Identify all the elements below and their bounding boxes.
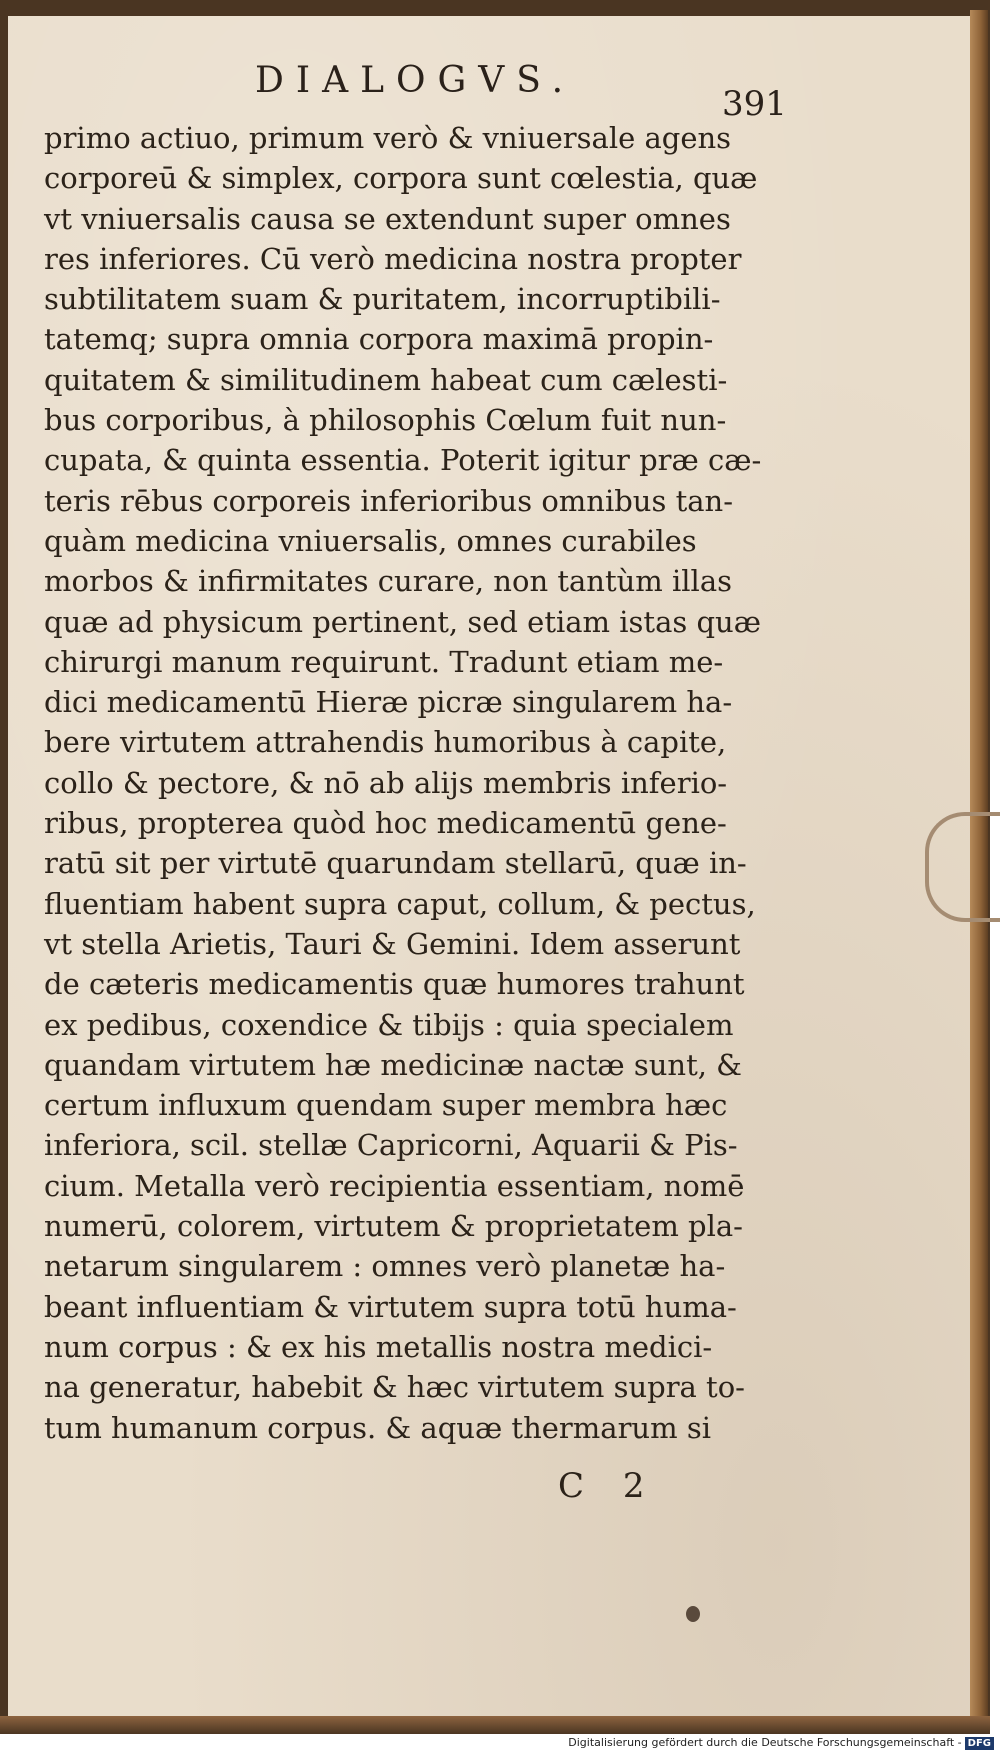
footer-credit-text: Digitalisierung gefördert durch die Deutsche Forschungsgemeinschaft - <box>568 1736 962 1749</box>
text-line: quandam virtutem hæ medicinæ nactæ sunt, & <box>44 1047 742 1082</box>
text-line: dici medicamentū Hieræ picræ singularem ha- <box>44 685 733 720</box>
text-line: vt vniuersalis causa se extendunt super omnes <box>44 201 731 236</box>
text-line: collo & pectore, & nō ab alijs membris inferio- <box>44 765 728 800</box>
text-line: quæ ad physicum pertinent, sed etiam istas quæ <box>44 604 761 639</box>
text-line: vt stella Arietis, Tauri & Gemini. Idem asserunt <box>44 926 741 961</box>
text-line: morbos & infirmitates curare, non tantùm illas <box>44 564 732 599</box>
text-line: quitatem & similitudinem habeat cum cælesti- <box>44 362 728 397</box>
text-line: tum humanum corpus. & aquæ thermarum si <box>44 1410 711 1445</box>
text-line: ratū sit per virtutē quarundam stellarū, quæ in- <box>44 846 747 881</box>
text-line: cupata, & quinta essentia. Poterit igitur præ cæ- <box>44 443 762 478</box>
text-line: tatemq; supra omnia corpora maximā propin- <box>44 322 714 357</box>
text-line: cium. Metalla verò recipientia essentiam, nomē <box>44 1168 745 1203</box>
running-head: DIALOGVS. <box>255 60 576 101</box>
digitization-footer <box>568 1734 994 1751</box>
page-number: 391 <box>722 84 787 124</box>
text-line: numerū, colorem, virtutem & proprietatem pla- <box>44 1209 743 1244</box>
text-line: certum influxum quendam super membra hæc <box>44 1088 728 1123</box>
text-line: bere virtutem attrahendis humoribus à capite, <box>44 725 727 760</box>
text-line: primo actiuo, primum verò & vniuersale agens <box>44 121 732 155</box>
text-line: quàm medicina vniuersalis, omnes curabiles <box>44 523 697 558</box>
text-line: fluentiam habent supra caput, collum, & pectus, <box>44 886 756 921</box>
signature-mark: C 2 <box>558 1466 659 1506</box>
text-line: beant influentiam & virtutem supra totū huma- <box>44 1289 737 1324</box>
book-bottom-edge <box>0 1716 990 1734</box>
text-line: ribus, propterea quòd hoc medicamentū gene- <box>44 806 727 841</box>
body-text <box>44 118 824 1448</box>
dfg-logo: DFG <box>965 1737 994 1750</box>
text-line: teris rēbus corporeis inferioribus omnibus tan- <box>44 483 734 518</box>
text-line: num corpus : & ex his metallis nostra medici- <box>44 1329 713 1364</box>
text-line: chirurgi manum requirunt. Tradunt etiam me- <box>44 644 724 679</box>
text-line: corporeū & simplex, corpora sunt cœlestia, quæ <box>44 161 758 196</box>
text-line: res inferiores. Cū verò medicina nostra propter <box>44 241 742 276</box>
text-line: subtilitatem suam & puritatem, incorruptibili- <box>44 282 721 317</box>
text-line: na generatur, habebit & hæc virtutem supra to- <box>44 1370 745 1405</box>
clasp-loop <box>925 812 1000 922</box>
text-line: inferiora, scil. stellæ Capricorni, Aquarii & Pis- <box>44 1128 738 1163</box>
text-line: de cæteris medicamentis quæ humores trahunt <box>44 967 745 1002</box>
ink-spot <box>686 1606 700 1622</box>
text-line: ex pedibus, coxendice & tibijs : quia specialem <box>44 1007 734 1042</box>
text-line: netarum singularem : omnes verò planetæ ha- <box>44 1249 726 1284</box>
text-line: bus corporibus, à philosophis Cœlum fuit nun- <box>44 403 727 438</box>
